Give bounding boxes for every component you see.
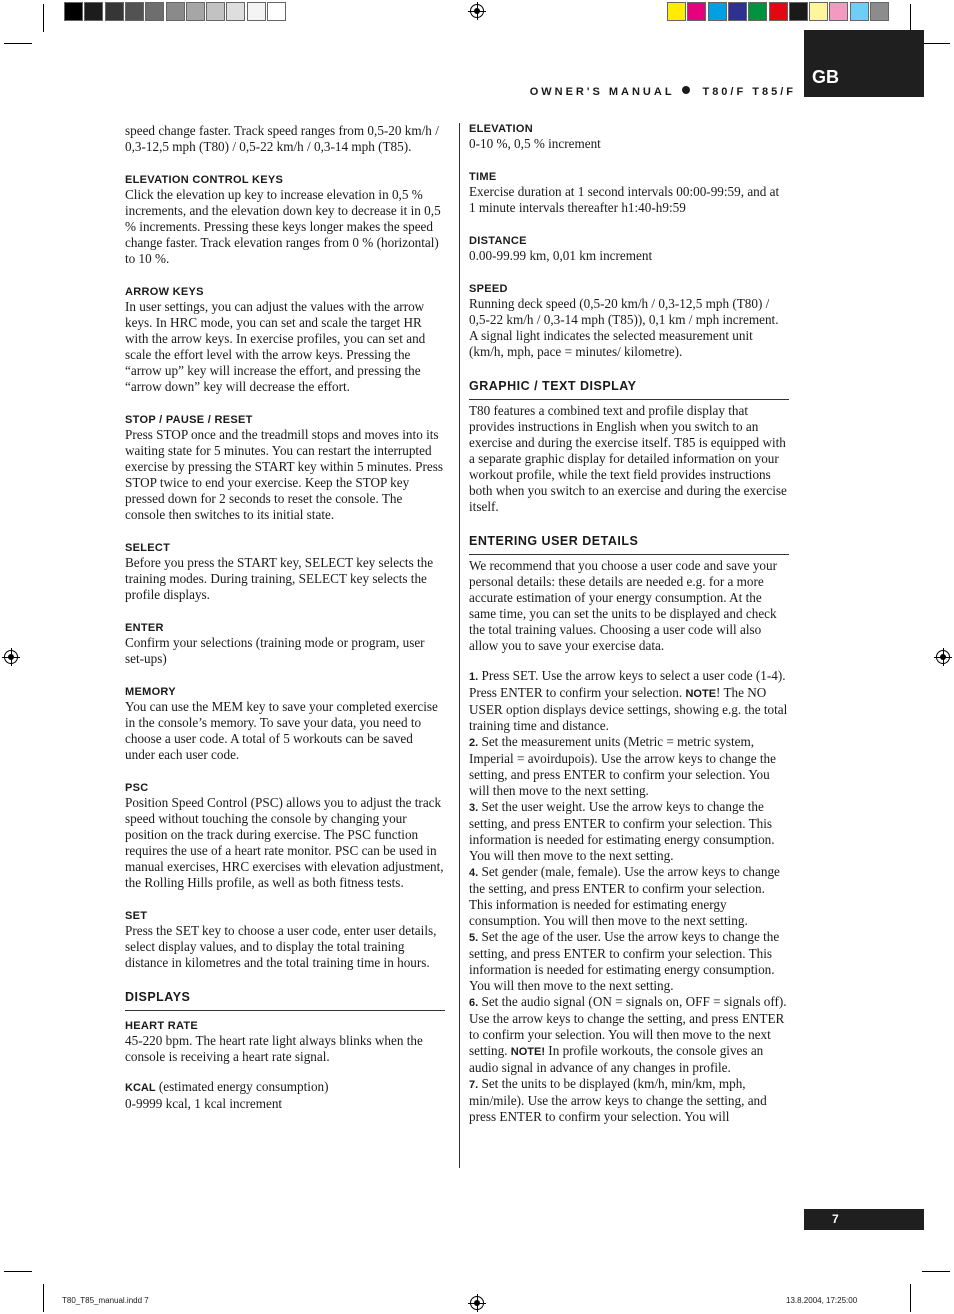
section-text: Press the SET key to choose a user code, enter user details, select display values, and to display the total training distance in kilometres and the total training time in hours.	[125, 923, 437, 970]
step-5	[469, 929, 789, 994]
step-1	[469, 668, 789, 734]
section-heading: SPEED	[469, 283, 508, 295]
section-heading: SET	[125, 910, 148, 922]
model-names: T80/F T85/F	[702, 86, 796, 98]
column-divider	[459, 123, 460, 1168]
color-swatch	[687, 2, 706, 21]
section-heading: TIME	[469, 171, 497, 183]
step-text: Set gender (male, female). Use the arrow keys to change the setting, and press ENTER to confirm your selection. This information is needed for estimating energy consumption. You will then move to the next setting.	[469, 864, 780, 928]
graphic-display-text: T80 features a combined text and profile display that provides instructions in English when you switch to an exercise and during the exercise itself. T85 is equipped with a separate graphic display for detailed information on your workout profile, while the text field provides instructions both when you switch to an exercise and during the exercise itself.	[469, 403, 787, 514]
step-text: Set the units to be displayed (km/h, min/km, mph, min/mile). Use the arrow keys to change the setting, and press ENTER to confirm your selection. You will	[469, 1076, 767, 1124]
color-swatch	[870, 2, 889, 21]
color-swatch	[769, 2, 788, 21]
section-heading: SELECT	[125, 542, 171, 554]
step-number: 2.	[469, 737, 479, 749]
color-swatch	[84, 2, 103, 21]
section-text: Running deck speed (0,5-20 km/h / 0,3-12,5 mph (T80) / 0,5-22 km/h / 0,3-14 mph (T85)), 0,1 km / mph increment. A signal light indicates the selected measurement unit (km/h, mph, pace = minutes/ kilometre).	[469, 296, 779, 359]
step-number: 1.	[469, 671, 479, 683]
crop-mark	[910, 1284, 911, 1312]
section-heading: ENTER	[125, 622, 164, 634]
user-details-text: We recommend that you choose a user code and save your personal details: these details are needed e.g. for a more accurate estimation of your energy consumption. At the same time, you can set the units to be displayed and check the total training values. Choosing a user code will also allow you to save your exercise data.	[469, 558, 777, 653]
section-text: Position Speed Control (PSC) allows you to adjust the track speed without touching the console by changing your position on the track during exercise. The PSC function requires the use of a heart rate monitor. PSC can be used in manual exercises, HRC exercises with elevation adjustment, the Rolling Hills profile, as well as both fitness tests.	[125, 795, 444, 890]
crop-mark	[910, 4, 911, 32]
color-swatch	[267, 2, 286, 21]
color-swatch	[829, 2, 848, 21]
footer-date: 13.8.2004, 17:25:00	[786, 1296, 858, 1305]
color-swatch	[809, 2, 828, 21]
step-4	[469, 864, 789, 929]
section-heading: DISTANCE	[469, 235, 527, 247]
section-text: Click the elevation up key to increase elevation in 0,5 % increments, and the elevation down key to decrease it in 0,5 % increments. Pressing these keys longer makes the speed change faster. Track elevation ranges from 0 % (horizontal) to 10 %.	[125, 187, 441, 266]
color-swatch	[748, 2, 767, 21]
step-number: 4.	[469, 867, 479, 879]
color-swatch	[125, 2, 144, 21]
language-label: GB	[812, 67, 839, 87]
note-label: NOTE	[685, 688, 717, 700]
user-details-heading: ENTERING USER DETAILS	[469, 533, 789, 555]
step-3	[469, 799, 789, 864]
color-swatch	[789, 2, 808, 21]
color-swatch	[105, 2, 124, 21]
page-number-tab	[804, 1209, 924, 1230]
bullet-icon	[682, 86, 690, 94]
displays-heading: DISPLAYS	[125, 989, 445, 1011]
right-sections	[469, 122, 789, 360]
left-column	[125, 123, 445, 1112]
section-text: Exercise duration at 1 second intervals 00:00-99:59, and at 1 minute intervals thereafter h1:40-h9:59	[469, 184, 780, 215]
heart-rate-text: 45-220 bpm. The heart rate light always blinks when the console is receiving a heart rate signal.	[125, 1033, 423, 1064]
registration-mark	[470, 1296, 484, 1310]
step-number: 3.	[469, 802, 479, 814]
crop-mark	[4, 43, 32, 44]
running-header	[530, 86, 796, 98]
registration-mark	[936, 650, 950, 664]
color-swatch	[166, 2, 185, 21]
step-text: In profile workouts, the console gives an audio signal in advance of any changes in profile.	[469, 1043, 764, 1075]
color-swatch	[850, 2, 869, 21]
color-swatch	[667, 2, 686, 21]
crop-mark	[43, 4, 44, 32]
section-text: 0.00-99.99 km, 0,01 km increment	[469, 248, 653, 263]
color-swatch	[728, 2, 747, 21]
section-text: Press STOP once and the treadmill stops and moves into its waiting state for 5 minutes. You can restart the interrupted exercise by pressing the START key within 5 minutes. Press STOP twice to end your exercise. Keep the STOP key pressed down for 2 seconds to reset the console. The console then switches to its initial state.	[125, 427, 444, 522]
step-number: 5.	[469, 932, 479, 944]
crop-mark	[4, 1271, 32, 1272]
color-swatch	[226, 2, 245, 21]
step-text: Set the age of the user. Use the arrow keys to change the setting, and press ENTER to confirm your selection. This information is needed for estimating energy consumption. You will then move to the next setting.	[469, 929, 780, 993]
graphic-display-heading: GRAPHIC / TEXT DISPLAY	[469, 378, 789, 400]
color-swatch	[64, 2, 83, 21]
step-2	[469, 734, 789, 799]
section-text: You can use the MEM key to save your completed exercise in the console’s memory. To save your data, you need to choose a user code. A total of 5 workouts can be saved under each user code.	[125, 699, 438, 762]
step-number: 6.	[469, 997, 479, 1009]
kcal-range: 0-9999 kcal, 1 kcal increment	[125, 1096, 283, 1111]
kcal-paragraph	[125, 1079, 445, 1096]
manual-title: OWNER'S MANUAL	[529, 86, 675, 98]
intro-paragraph: speed change faster. Track speed ranges from 0,5-20 km/h / 0,3-12,5 mph (T80) / 0,5-22 km/h / 0,3-14 mph (T85).	[125, 123, 439, 154]
right-column	[469, 122, 789, 1125]
step-text: Set the user weight. Use the arrow keys to change the setting, and press ENTER to confirm your selection. This information is needed for estimating energy consumption. You will then move to the next setting.	[469, 799, 775, 863]
crop-mark	[43, 1284, 44, 1312]
step-text: ! The NO USER option displays device settings, showing e.g. the total training time and distance.	[469, 685, 788, 733]
section-text: In user settings, you can adjust the values with the arrow keys. In HRC mode, you can set and scale the target HR with the arrow keys. In exercise profiles, you can set and scale the effort level with the arrow keys. Pressing the “arrow up” key will increase the effort, and pressing the “arrow down” key will decrease the effort.	[125, 299, 426, 394]
step-text: Set the measurement units (Metric = metric system, Imperial = avoirdupois). Use the arrow keys to change the setting, and press ENTER to confirm your selection. You will then move to the next setting.	[469, 734, 776, 798]
section-heading: ELEVATION	[469, 123, 534, 135]
page-number: 7	[832, 1212, 839, 1226]
registration-mark	[470, 4, 484, 18]
note-label: NOTE!	[510, 1046, 545, 1058]
kcal-label: KCAL	[125, 1082, 156, 1094]
step-7	[469, 1076, 789, 1125]
step-number: 7.	[469, 1079, 479, 1091]
heart-rate-heading: HEART RATE	[125, 1020, 199, 1032]
section-heading: ELEVATION CONTROL KEYS	[125, 174, 284, 186]
crop-mark	[922, 1271, 950, 1272]
crop-mark	[922, 43, 950, 44]
color-swatch	[206, 2, 225, 21]
kcal-text: (estimated energy consumption)	[155, 1079, 329, 1094]
section-heading: STOP / PAUSE / RESET	[125, 414, 253, 426]
step-text: Set the audio signal (ON = signals on, OFF = signals off). Use the arrow keys to change the setting, and press ENTER to confirm your selection. You will then move to the next setting.	[469, 994, 787, 1058]
registration-mark	[4, 650, 18, 664]
color-swatch	[247, 2, 266, 21]
section-heading: ARROW KEYS	[125, 286, 204, 298]
section-heading: PSC	[125, 782, 149, 794]
section-heading: MEMORY	[125, 686, 176, 698]
step-text: Press SET. Use the arrow keys to select a user code (1-4). Press ENTER to confirm your selection.	[469, 668, 786, 700]
section-text: Confirm your selections (training mode or program, user set-ups)	[125, 635, 425, 666]
color-swatch	[186, 2, 205, 21]
color-swatch	[708, 2, 727, 21]
step-6	[469, 994, 789, 1076]
section-text: 0-10 %, 0,5 % increment	[469, 136, 601, 151]
footer-file-name: T80_T85_manual.indd 7	[62, 1296, 149, 1305]
section-text: Before you press the START key, SELECT key selects the training modes. During training, SELECT key selects the profile displays.	[125, 555, 434, 602]
left-sections	[125, 173, 445, 971]
color-swatch	[145, 2, 164, 21]
